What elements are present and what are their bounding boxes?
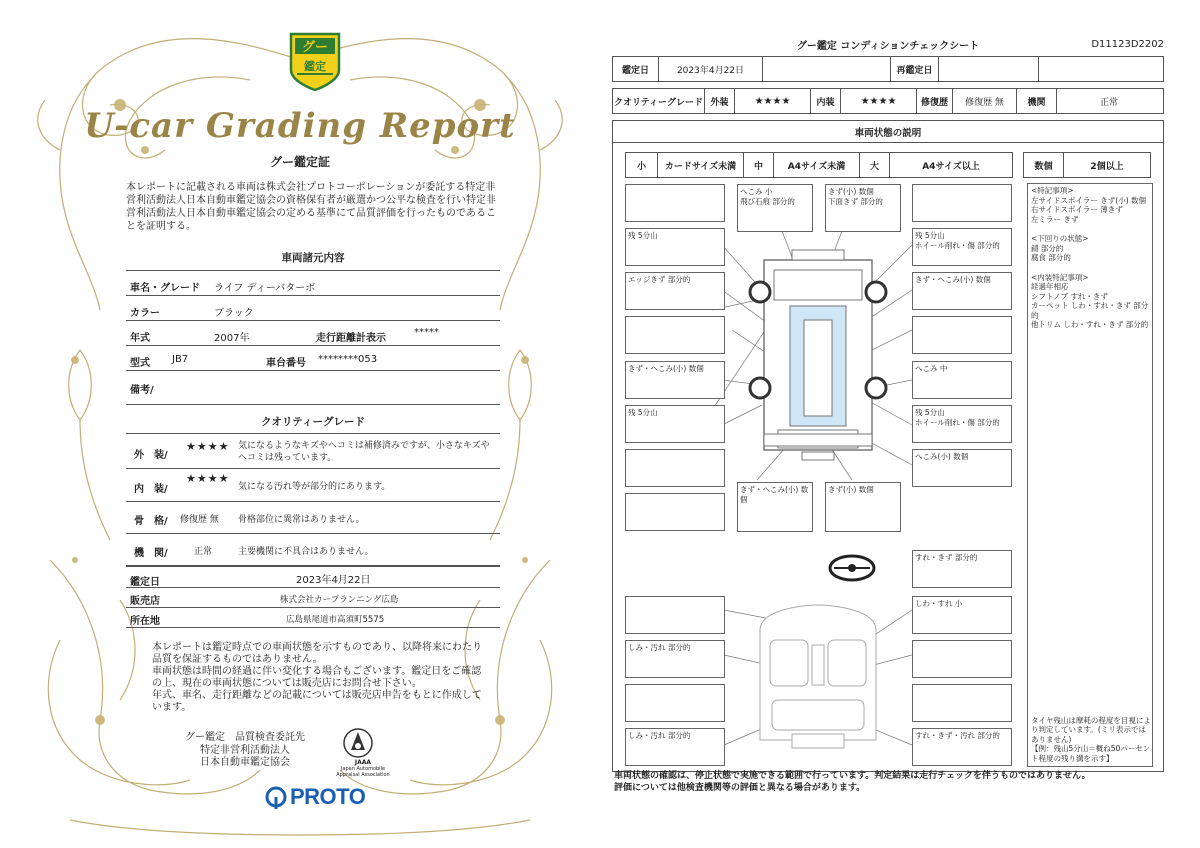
notes-line: カーペット しわ・すれ・きず 部分的 [1031, 301, 1149, 320]
info-row-dealer [126, 588, 500, 608]
damage-box [625, 493, 725, 531]
damage-box-steering: すれ・きず 部分的 [912, 550, 1012, 588]
blank-cell [763, 57, 891, 81]
specs-heading: 車両諸元内容 [281, 252, 345, 264]
grade-row-interior [126, 469, 500, 502]
mileage-label: 走行距離計表示 [316, 333, 386, 344]
issuer-line-1: グー鑑定 品質検査委託先 [185, 732, 305, 743]
year-value: 2007年 [214, 333, 250, 344]
size-small-desc: カードサイズ未満 [658, 153, 744, 177]
damage-box [625, 184, 725, 222]
damage-box-rear-right: きず(小) 数個 [825, 482, 901, 532]
count-desc: 2個以上 [1090, 161, 1124, 172]
exterior-text: 気になるようなキズやヘコミは補修済みですが、小さなキズやヘコミは残っています。 [238, 441, 490, 463]
reinspect-label: 再鑑定日 [891, 57, 939, 81]
car-interior-view [760, 605, 876, 748]
spec-row-color [126, 296, 500, 321]
name-label: 車名・グレード [130, 283, 200, 294]
disclaimer [152, 642, 482, 714]
notes-panel [1027, 183, 1153, 767]
interior-label: 内 装/ [134, 484, 168, 495]
engine-label: 機関 [1017, 89, 1057, 113]
size-mid: 中 [744, 153, 774, 177]
year-label: 年式 [130, 333, 150, 344]
notes-line: 錆 部分的 [1031, 243, 1064, 253]
damage-box [625, 596, 725, 634]
damage-box-right-fender: きず・へこみ(小) 数個 [912, 272, 1012, 310]
date-row [612, 56, 1164, 82]
sheet-code: D11123D2202 [1091, 39, 1164, 50]
issuer-line-2: 特定非営利活動法人 [200, 744, 290, 756]
model-label: 型式 [130, 358, 150, 369]
footer-line-1: 車両状態の確認は、停止状態で実施できる範囲で行っています。判定結果は走行チェックを伴うものではありません。 [614, 771, 1091, 781]
logo-text-kantei: 鑑定 [304, 60, 326, 73]
spec-row-year [126, 321, 500, 346]
condition-heading: 車両状態の説明 [613, 121, 1163, 143]
int-stars: ★★★★ [841, 89, 917, 113]
notes-line: <特記事項> [1031, 186, 1074, 195]
car-top-view [750, 250, 886, 460]
report-title: U-car Grading Report [84, 106, 516, 146]
certification-statement: 本レポートに記載される車両は株式会社プロトコーポレーションが委託する特定非営利活動法人日本自動車鑑定協会の資格保有者が厳選かつ公平な検査を行い特定非営利活動法人日本自動車鑑定協会の定める基準にて品質評価を行ったものであることを証明する。 [126, 182, 496, 232]
damage-box [912, 684, 1012, 722]
engine-text: 主要機関に不具合はありません。 [238, 547, 374, 557]
size-large-desc: A4サイズ以上 [922, 161, 980, 172]
notes-line: <内装特記事項> [1031, 272, 1089, 282]
size-mid-desc: A4サイズ未満 [774, 153, 860, 177]
interior-stars: ★★★★ [186, 472, 230, 485]
issuer-block [170, 732, 320, 770]
reinspect-value [939, 57, 1039, 81]
disclaimer-line-1: 本レポートは鑑定時点での車両状態を示すものであり、以降将来にわたり品質を保証するものではありません。 [152, 642, 482, 665]
name-value: ライフ ディーバターボ [214, 283, 316, 294]
spec-row-name [126, 270, 500, 296]
frame-value: 修復歴 無 [180, 515, 219, 525]
quality-label: クオリティーグレード [613, 89, 705, 113]
dealer-value: 株式会社カープランニング広島 [280, 595, 399, 605]
damage-box [912, 184, 1012, 222]
color-label: カラー [130, 308, 160, 319]
tire-note: タイヤ残山は摩耗の程度を目視により判定しています。(ミリ表示ではありません) 【例：残山5分山＝概ね50パーセント程度の残り溝を示す】 [1031, 715, 1151, 763]
damage-box-left-seat: しみ・汚れ 部分的 [625, 640, 725, 678]
chassis-value: ********053 [318, 354, 378, 365]
damage-box-rear-seat: しみ・汚れ 部分的 [625, 728, 725, 766]
damage-box-rear-left: きず・へこみ(小) 数個 [737, 482, 813, 532]
damage-box-right-front-tire: 残 5分山 ホイール削れ・傷 部分的 [912, 228, 1012, 266]
grade-row-exterior [126, 433, 500, 469]
proto-logo-text: PROTO [290, 784, 366, 809]
damage-box [912, 316, 1012, 354]
frame-label: 骨 格/ [134, 516, 168, 527]
frame-text: 骨格部位に異常はありません。 [238, 515, 365, 525]
jaaa-emblem-icon [338, 726, 378, 760]
info-row-date [126, 566, 500, 588]
chassis-label: 車台番号 [266, 358, 306, 369]
sheet-footer [614, 770, 1184, 794]
info-row-address [126, 608, 500, 628]
exterior-label: 外 装/ [134, 450, 168, 461]
damage-box-carpet: すれ・きず・汚れ 部分的 [912, 728, 1012, 766]
issuer-line-3: 日本自動車鑑定協会 [200, 757, 290, 768]
quality-row [612, 88, 1164, 114]
notes-line: 右サイドスポイラー 薄きず [1031, 205, 1123, 214]
spec-row-remarks [126, 371, 500, 405]
ext-stars: ★★★★ [735, 89, 811, 113]
jaaa-logo-text: JAAA [354, 759, 372, 766]
damage-box-front-left: へこみ 小 飛び石痕 部分的 [737, 184, 813, 232]
exterior-stars: ★★★★ [186, 440, 230, 453]
engine-label: 機 関/ [134, 548, 168, 559]
spec-row-model [126, 346, 500, 371]
date-value: 2023年4月22日 [296, 575, 371, 586]
inspect-date-value: 2023年4月22日 [659, 57, 763, 81]
damage-box-left-door: きず・へこみ(小) 数個 [625, 361, 725, 399]
report-subtitle: グー鑑定証 [269, 155, 330, 169]
footer-line-2: 評価については他検査機関等の評価と異なる場合があります。 [614, 783, 866, 793]
grade-row-engine [126, 534, 500, 566]
dealer-label: 販売店 [130, 596, 160, 607]
inspect-date-label: 鑑定日 [613, 57, 659, 81]
engine-value: 正常 [1099, 97, 1118, 108]
damage-box-front-seat: しわ・すれ 小 [912, 596, 1012, 634]
damage-box-left-rear-tire: 残 5分山 [625, 405, 725, 443]
model-value: JB7 [172, 354, 189, 365]
blank-cell [1039, 57, 1163, 81]
damage-box-right-rear: へこみ(小) 数個 [912, 449, 1012, 487]
grade-row-frame [126, 502, 500, 534]
notes-line: 経過年相応 [1031, 282, 1069, 291]
sheet-title: グー鑑定 コンディションチェックシート [796, 41, 980, 52]
date-label: 鑑定日 [130, 577, 160, 588]
disclaimer-line-2: 車両状態は時間の経過に伴い変化する場合もございます。鑑定日をご確認の上、現在の車両状態については販売店にお問合せ下さい。 [152, 666, 482, 689]
damage-box [625, 316, 725, 354]
int-label: 内装 [811, 89, 841, 113]
damage-box-left-front-tire: 残 5分山 [625, 228, 725, 266]
jaaa-full-name: Japan Automobile Appraisal Association [336, 766, 390, 778]
size-small: 小 [626, 153, 658, 177]
goo-kantei-logo [285, 30, 345, 92]
damage-box-front-right: きず(小) 数個 下面きず 部分的 [825, 184, 901, 232]
damage-box-right-rear-tire: 残 5分山 ホイール削れ・傷 部分的 [912, 405, 1012, 443]
notes-line: シフトノブ すれ・きず [1031, 291, 1108, 301]
damage-box-left-fender: エッジきず 部分的 [625, 272, 725, 310]
disclaimer-line-3: 年式、車名、走行距離などの記載については販売店申告をもとに作成しています。 [152, 690, 482, 713]
count-legend [1023, 152, 1151, 178]
ext-label: 外装 [705, 89, 735, 113]
notes-line: <下回りの状態> [1031, 234, 1089, 243]
notes-line: 腐食 部分的 [1031, 253, 1071, 262]
quality-heading: クオリティーグレード [261, 416, 365, 428]
steering-wheel-icon [830, 556, 874, 580]
color-value: ブラック [214, 308, 254, 319]
repair-label: 修復歴 [917, 89, 953, 113]
damage-box [912, 640, 1012, 678]
damage-box-right-door: へこみ 中 [912, 361, 1012, 399]
damage-box [625, 684, 725, 722]
notes-line: 他トリム しわ・すれ・きず 部分的 [1031, 320, 1149, 329]
address-value: 広島県尾道市高須町5575 [286, 615, 385, 625]
count-label: 数個 [1024, 153, 1064, 177]
address-label: 所在地 [130, 616, 160, 627]
logo-text-goo: グー [301, 40, 329, 55]
remarks-label: 備考/ [130, 385, 154, 396]
repair-value: 修復歴 無 [953, 89, 1017, 113]
engine-value: 正常 [194, 547, 213, 557]
mileage-value: ***** [414, 327, 439, 338]
damage-box [625, 449, 725, 487]
interior-text: 気になる汚れ等が部分的にあります。 [238, 482, 391, 492]
size-large: 大 [860, 153, 890, 177]
notes-line: 左ミラー きず [1031, 214, 1079, 224]
proto-logo-icon [265, 786, 287, 810]
notes-line: 左サイドスポイラー きず(小) 数個 [1031, 195, 1147, 205]
